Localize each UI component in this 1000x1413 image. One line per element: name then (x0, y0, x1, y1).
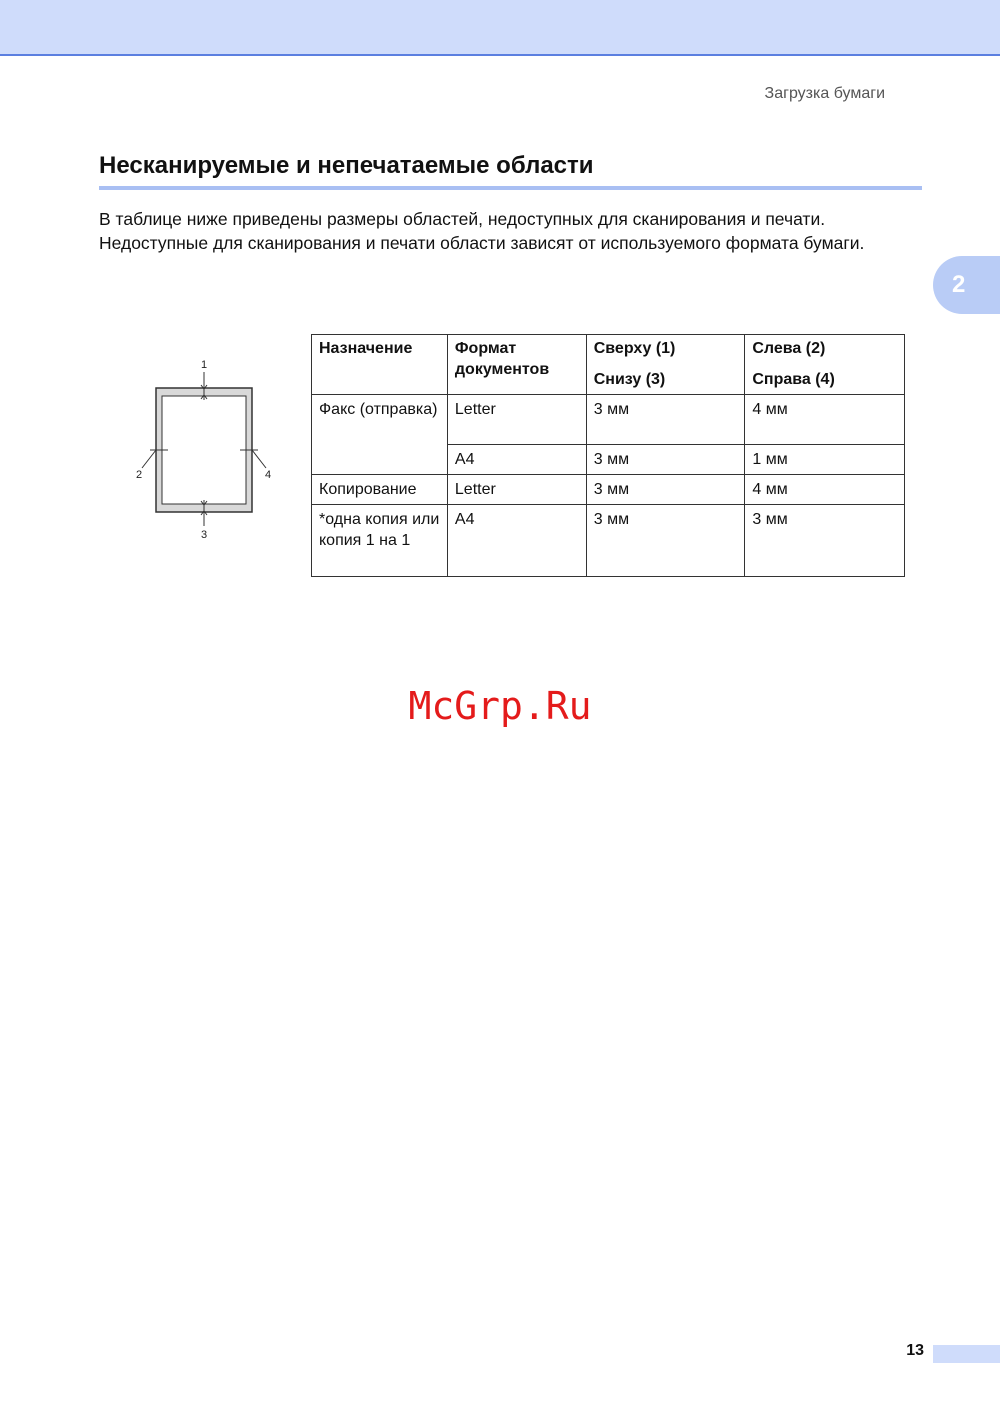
label-right: 4 (265, 469, 272, 481)
cell-purpose: Факс (отправка) (312, 395, 448, 475)
table-header-row (312, 335, 905, 395)
cell-format: A4 (447, 505, 586, 577)
label-top: 1 (201, 359, 208, 371)
header-left-right (745, 335, 905, 395)
cell-format: A4 (447, 445, 586, 475)
margins-table (311, 334, 905, 577)
label-bottom: 3 (201, 529, 208, 541)
header-purpose: Назначение (312, 335, 448, 395)
left-leader-line (142, 450, 156, 468)
chapter-number: 2 (952, 271, 966, 298)
printable-area (162, 396, 246, 504)
cell-purpose-note: *одна копия или копия 1 на 1 (312, 505, 448, 577)
cell-left-right: 4 мм (745, 475, 905, 505)
cell-top-bottom: 3 мм (586, 395, 745, 445)
header-left: Слева (2) (752, 340, 826, 357)
header-top-bottom (586, 335, 745, 395)
cell-format: Letter (447, 475, 586, 505)
margin-diagram (130, 354, 280, 551)
chapter-tab (933, 256, 1000, 314)
cell-left-right: 3 мм (745, 505, 905, 577)
table-row (312, 505, 905, 577)
cell-top-bottom: 3 мм (586, 445, 745, 475)
label-left: 2 (136, 469, 143, 481)
cell-top-bottom: 3 мм (586, 505, 745, 577)
cell-top-bottom: 3 мм (586, 475, 745, 505)
intro-paragraph: В таблице ниже приведены размеры областей, недоступных для сканирования и печати. Недоступные для сканирования и печати области зависят от используемого формата бумаги. (99, 209, 865, 253)
header-bottom: Снизу (3) (593, 371, 666, 388)
top-header-band (0, 0, 1000, 56)
table-row (312, 475, 905, 505)
running-header: Загрузка бумаги (764, 85, 885, 102)
page-margin-figure (130, 354, 280, 546)
cell-format: Letter (447, 395, 586, 445)
page-number-tab (933, 1345, 1000, 1363)
right-leader-line (252, 450, 266, 468)
cell-left-right: 1 мм (745, 445, 905, 475)
header-top: Сверху (1) (593, 340, 676, 357)
section-title: Несканируемые и непечатаемые области (99, 152, 922, 190)
watermark: McGrp.Ru (408, 684, 592, 728)
cell-left-right: 4 мм (745, 395, 905, 445)
header-format: Формат документов (447, 335, 586, 395)
page-number: 13 (906, 1342, 924, 1359)
cell-purpose: Копирование (312, 475, 448, 505)
table-row (312, 395, 905, 445)
header-right: Справа (4) (752, 371, 835, 388)
